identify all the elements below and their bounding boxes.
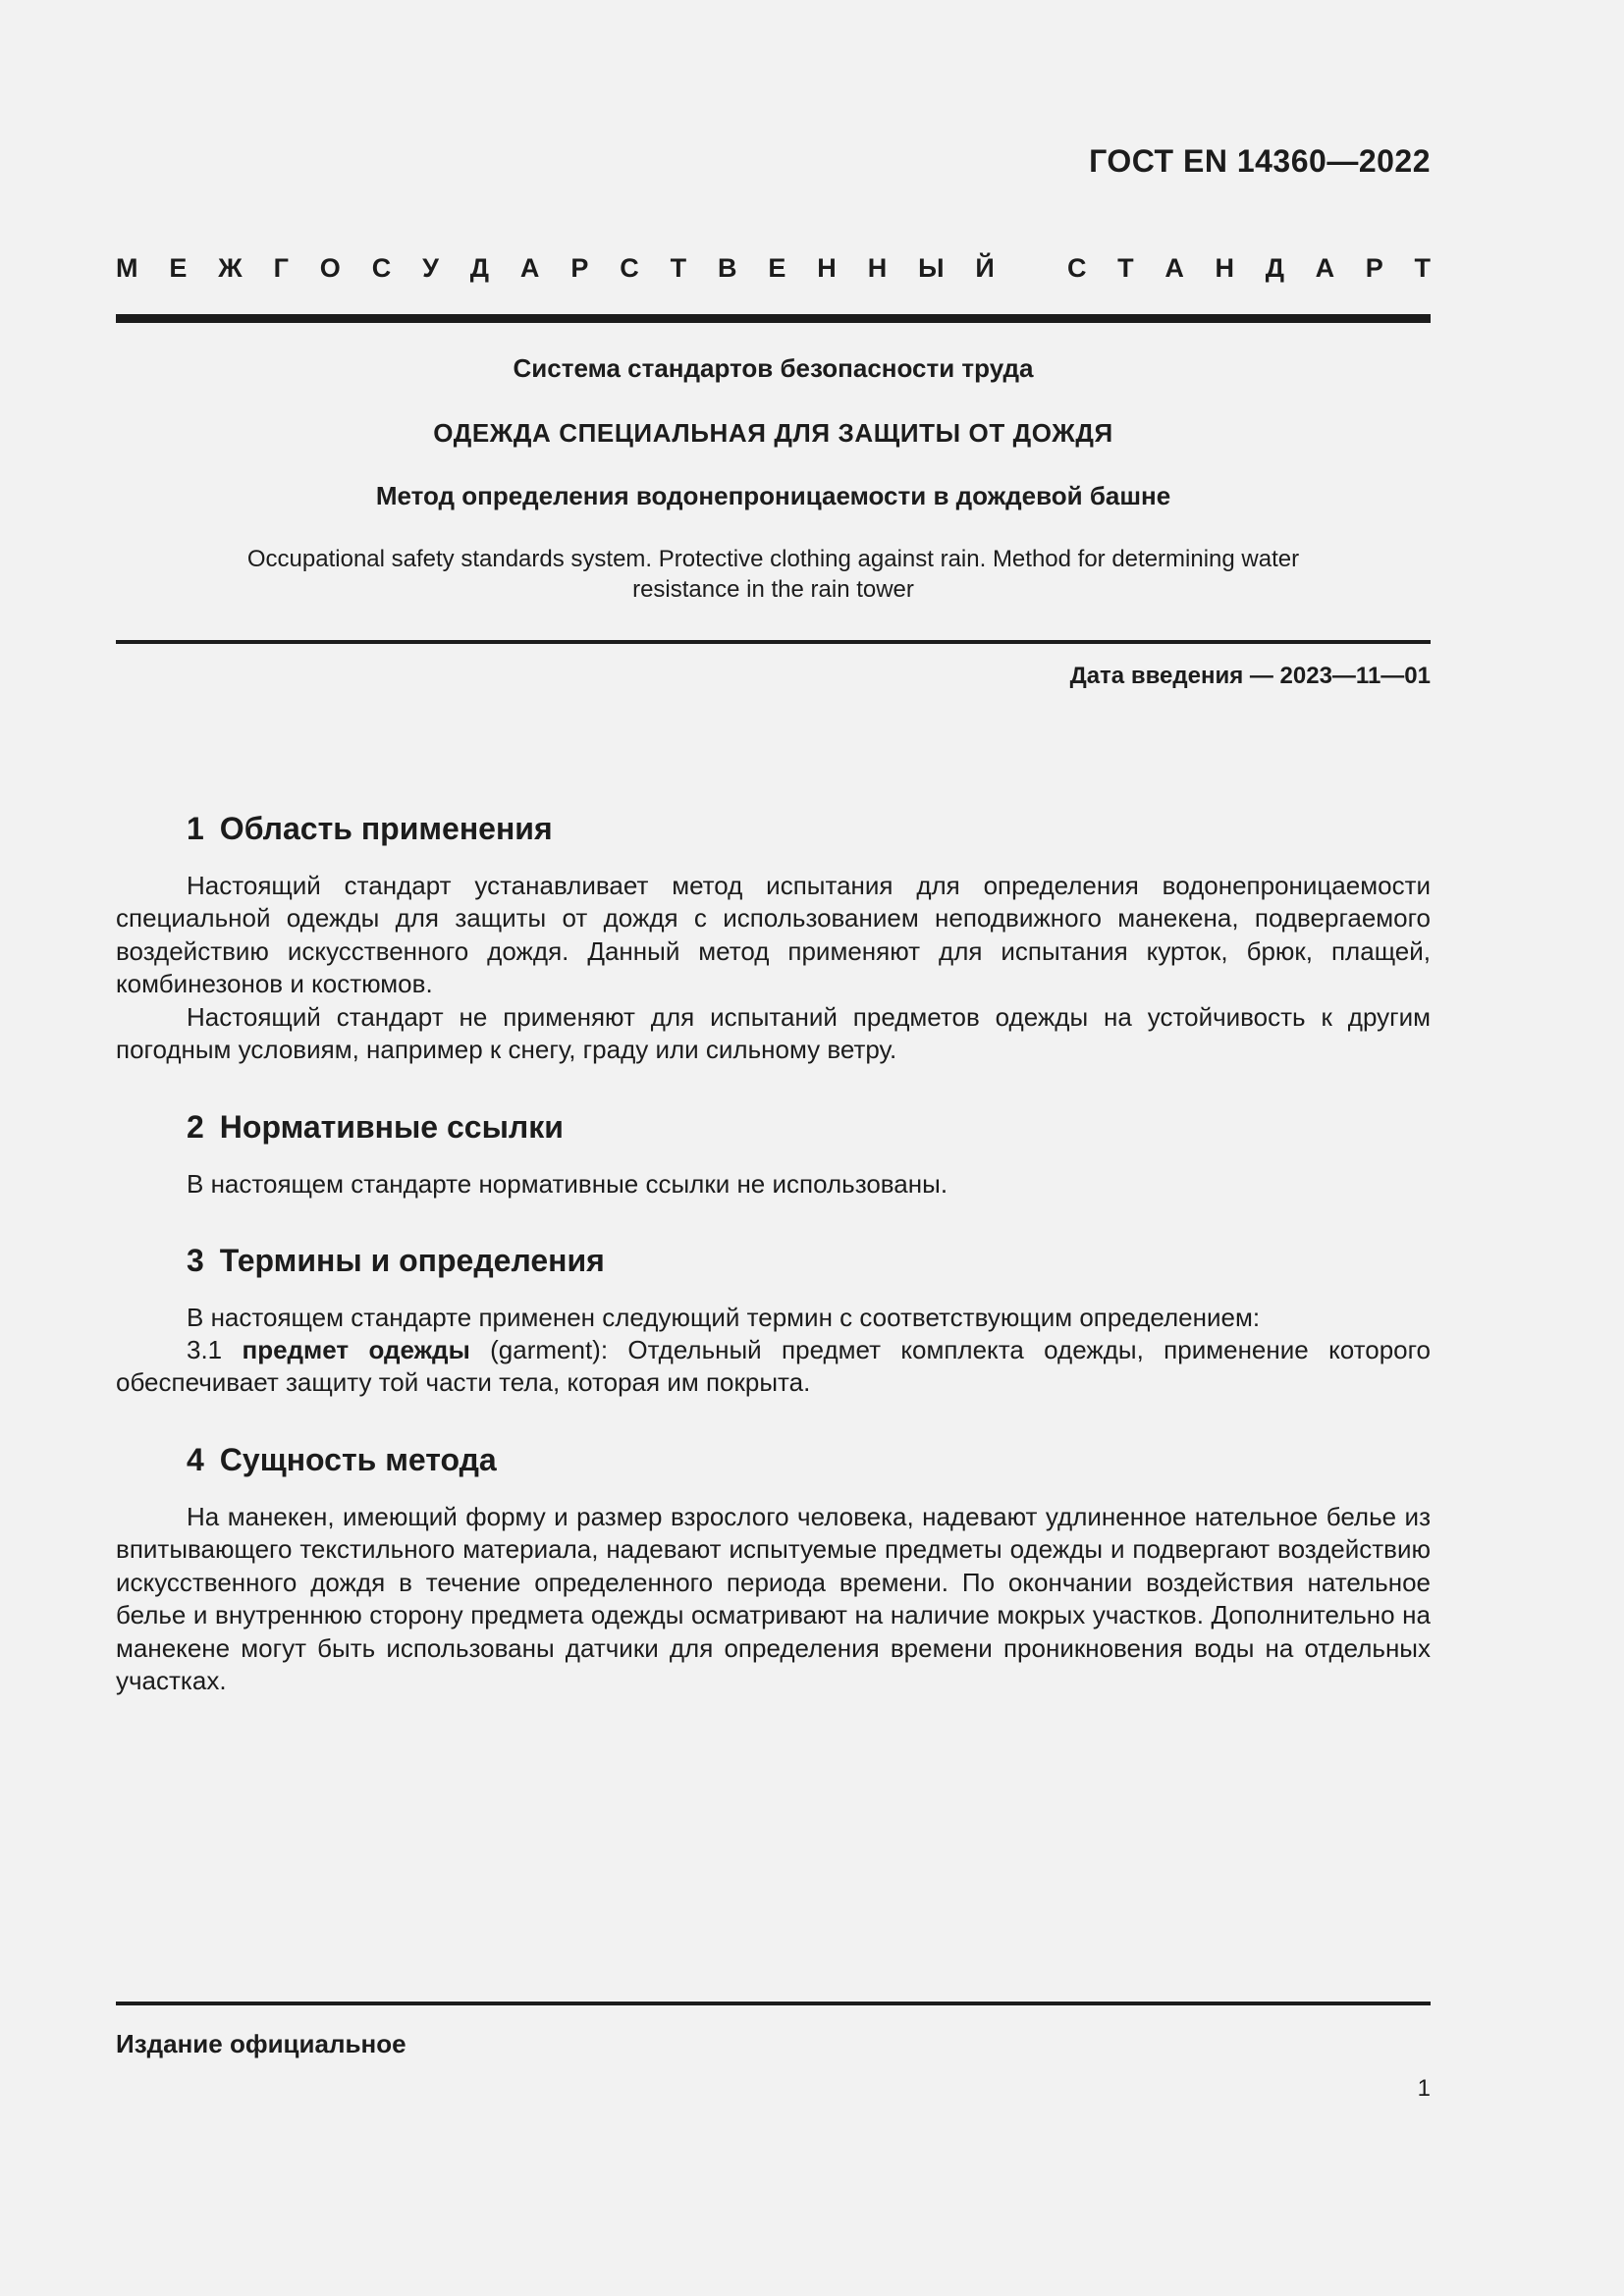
english-title: Occupational safety standards system. Protective clothing against rain. Method for determining water resistance in the rain tower xyxy=(246,546,1300,603)
section-heading-terms xyxy=(187,1243,605,1279)
interstate-standard-banner xyxy=(116,253,1431,284)
official-edition-label: Издание официальное xyxy=(116,2029,406,2058)
method-title: Метод определения водонепроницаемости в дождевой башне xyxy=(375,481,1171,510)
banner-letter: А xyxy=(519,253,540,283)
document-number: ГОСТ EN 14360—2022 xyxy=(1089,143,1431,179)
banner-letter: Т xyxy=(670,253,687,283)
banner-letter: Р xyxy=(570,253,589,283)
term: предмет одежды xyxy=(242,1335,470,1364)
document-page xyxy=(116,0,1431,2296)
term-definition: (garment): Отдельный предмет комплекта одежды, применение которого обеспечивает защиту той части тела, которая им покрыта. xyxy=(116,1335,1431,1398)
terms-intro-paragraph xyxy=(116,1302,1431,1334)
banner-letter: С xyxy=(620,253,639,283)
banner-letter: В xyxy=(718,253,737,283)
banner-letter: Д xyxy=(1265,253,1284,283)
section-title: Область применения xyxy=(219,811,553,846)
banner-letter: У xyxy=(422,253,439,283)
section-title: Нормативные ссылки xyxy=(219,1109,564,1145)
paragraph-text: В настоящем стандарте применен следующий термин с соответствующим определением: xyxy=(187,1303,1261,1332)
section-heading-scope xyxy=(187,811,553,847)
standards-system-title: Система стандартов безопасности труда xyxy=(513,353,1034,383)
header-divider-thick xyxy=(116,314,1431,323)
term-number: 3.1 xyxy=(187,1335,223,1364)
page-number: 1 xyxy=(1417,2075,1431,2102)
section-number: 4 xyxy=(187,1442,204,1477)
section-title: Термины и определения xyxy=(219,1243,605,1278)
banner-letter: Ж xyxy=(218,253,243,283)
banner-letter: Т xyxy=(1414,253,1431,283)
scope-paragraph-1 xyxy=(116,870,1431,1001)
banner-letter: Ы xyxy=(918,253,945,283)
paragraph-text: Настоящий стандарт устанавливает метод испытания для определения водонепроницаемости специальной одежды для защиты от дождя с использованием неподвижного манекена, подвергаемого воздействию искусственного дождя. Данный метод применяют для испытания курток, брюк, плащей, комбинезонов и костюмов. xyxy=(116,871,1431,999)
banner-letter: Р xyxy=(1365,253,1383,283)
banner-letter: С xyxy=(1067,253,1087,283)
section-number: 3 xyxy=(187,1243,204,1278)
banner-letter: Е xyxy=(768,253,786,283)
paragraph-text: Настоящий стандарт не применяют для испытаний предметов одежды на устойчивость к другим погодным условиям, например к снегу, граду или сильному ветру. xyxy=(116,1002,1431,1065)
section-heading-method-essence xyxy=(187,1442,497,1478)
banner-letter: О xyxy=(319,253,341,283)
section-number: 1 xyxy=(187,811,204,846)
banner-letter: Е xyxy=(169,253,188,283)
footer-divider xyxy=(116,2002,1431,2005)
scope-paragraph-2 xyxy=(116,1001,1431,1067)
section-heading-references xyxy=(187,1109,564,1146)
banner-word-standard xyxy=(1067,253,1431,284)
banner-letter: Н xyxy=(1215,253,1235,283)
section-title: Сущность метода xyxy=(219,1442,497,1477)
banner-letter: М xyxy=(116,253,138,283)
banner-letter: С xyxy=(371,253,392,283)
references-paragraph xyxy=(116,1168,1431,1201)
document-main-title: ОДЕЖДА СПЕЦИАЛЬНАЯ ДЛЯ ЗАЩИТЫ ОТ ДОЖДЯ xyxy=(433,418,1113,448)
banner-word-interstate xyxy=(116,253,995,284)
banner-letter: А xyxy=(1164,253,1184,283)
banner-letter: Г xyxy=(273,253,289,283)
paragraph-text: На манекен, имеющий форму и размер взрослого человека, надевают удлиненное нательное белье из впитывающего текстильного материала, надевают испытуемые предметы одежды и подвергают воздействию искусственного дождя в течение определенного периода времени. По окончании воздействия нательное белье и внутреннюю сторону предмета одежды осматривают на наличие мокрых участков. Дополнительно на манекене могут быть использованы датчики для определения времени проникновения воды на отдельных участках. xyxy=(116,1502,1431,1696)
title-divider xyxy=(116,640,1431,644)
banner-letter: Н xyxy=(817,253,837,283)
term-definition-paragraph xyxy=(116,1334,1431,1400)
paragraph-text: В настоящем стандарте нормативные ссылки не использованы. xyxy=(187,1169,948,1199)
banner-letter: А xyxy=(1315,253,1335,283)
section-number: 2 xyxy=(187,1109,204,1145)
method-essence-paragraph xyxy=(116,1501,1431,1697)
banner-letter: Т xyxy=(1117,253,1134,283)
banner-letter: Д xyxy=(469,253,490,283)
banner-letter: Й xyxy=(975,253,995,283)
banner-letter: Н xyxy=(867,253,888,283)
introduction-date: Дата введения — 2023—11—01 xyxy=(1069,663,1431,689)
